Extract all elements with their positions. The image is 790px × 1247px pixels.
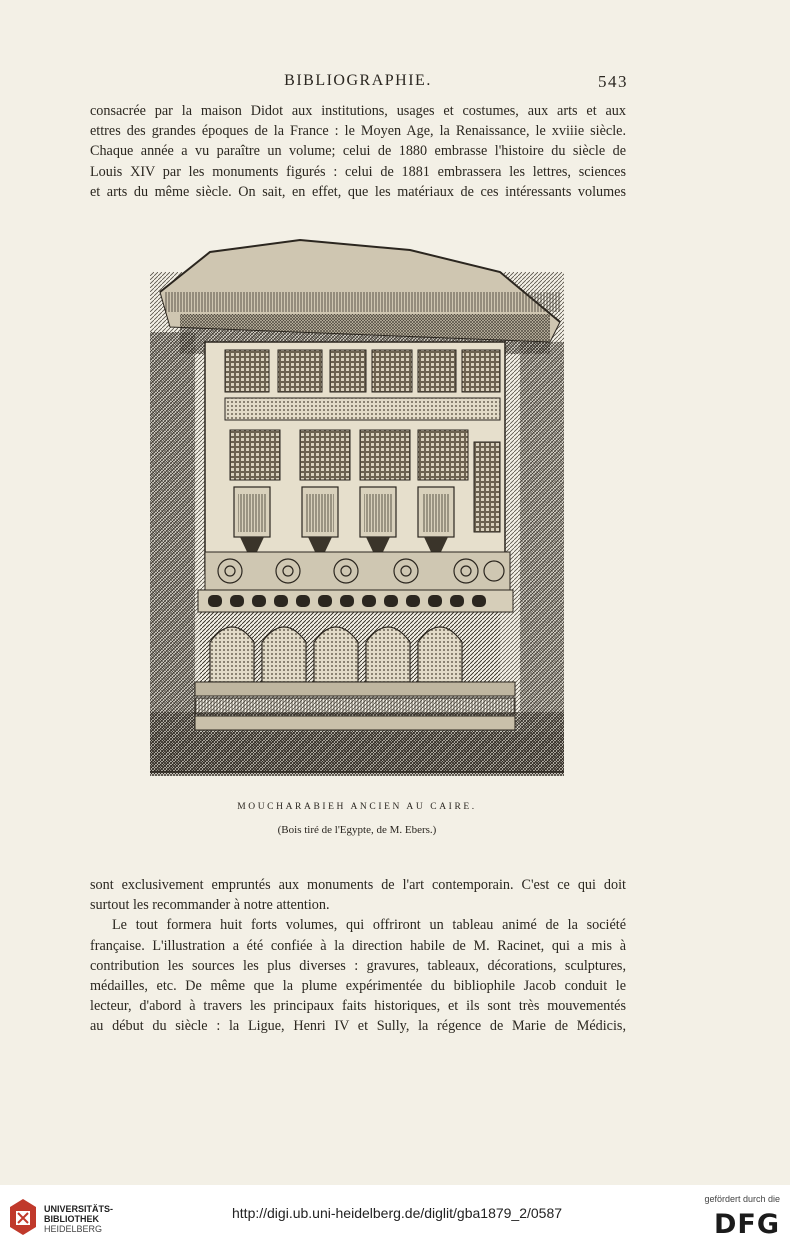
text-line: Le tout formera huit forts volumes, qui offriront un tableau animé de la société bbox=[112, 917, 626, 934]
text-line: lecteur, d'abord à travers les principaux faits historiques, et ils sont très mouvementés bbox=[90, 998, 626, 1015]
text-line: Louis XIV par les monuments figurés : celui de 1881 embrassera les lettres, sciences bbox=[90, 163, 626, 180]
text-line: et arts du même siècle. On sait, en effet, que les matériaux de ces intéressants volumes bbox=[90, 183, 626, 200]
engraving-illustration bbox=[150, 232, 564, 778]
text-line: au début du siècle : la Ligue, Henri IV et Sully, la régence de Marie de Médicis, bbox=[90, 1018, 626, 1035]
text-line: médailles, etc. De même que la plume expérimentée du bibliophile Jacob conduit le bbox=[90, 978, 626, 995]
running-head bbox=[88, 72, 628, 94]
digitization-footer bbox=[0, 1185, 790, 1247]
library-name-line: BIBLIOTHEK bbox=[44, 1214, 99, 1224]
source-url-link[interactable]: http://digi.ub.uni-heidelberg.de/diglit/gba1879_2/0587 bbox=[232, 1205, 563, 1221]
paragraph-2 bbox=[90, 915, 626, 1036]
paragraph-1 bbox=[90, 875, 626, 915]
text-line: contribution les sources les plus diverses : gravures, tableaux, décorations, sculptures, bbox=[90, 957, 626, 974]
text-line: française. L'illustration a été confiée à la direction habile de M. Racinet, qui a mis à bbox=[90, 937, 626, 954]
library-name[interactable] bbox=[44, 1204, 113, 1234]
paragraph-top bbox=[90, 101, 626, 202]
body-text-top bbox=[90, 101, 626, 202]
library-name-line: UNIVERSITÄTS- bbox=[44, 1204, 114, 1214]
engraving-moucharabieh bbox=[150, 232, 564, 778]
running-title: BIBLIOGRAPHIE. bbox=[284, 72, 432, 89]
dfg-logo[interactable]: DFG bbox=[713, 1209, 780, 1240]
university-library-logo-icon[interactable] bbox=[8, 1197, 38, 1237]
page-number: 543 bbox=[598, 72, 628, 91]
body-text-bottom bbox=[90, 875, 626, 1037]
text-line: surtout les recommander à notre attention. bbox=[90, 897, 330, 914]
figure-caption-credit: (Bois tiré de l'Egypte, de M. Ebers.) bbox=[277, 824, 437, 836]
text-line: consacrée par la maison Didot aux institutions, usages et costumes, aux arts et aux bbox=[90, 103, 626, 119]
funding-label: gefördert durch die bbox=[704, 1194, 780, 1204]
library-name-line: HEIDELBERG bbox=[44, 1224, 103, 1234]
text-line: ettres des grandes époques de la France : le Moyen Age, la Renaissance, le xviiie siècle. bbox=[90, 123, 626, 140]
text-line: sont exclusivement empruntés aux monuments de l'art contemporain. C'est ce qui doit bbox=[90, 877, 626, 893]
figure-caption-title: MOUCHARABIEH ANCIEN AU CAIRE. bbox=[237, 802, 477, 812]
text-line: Chaque année a vu paraître un volume; celui de 1880 embrasse l'histoire du siècle de bbox=[90, 143, 626, 160]
